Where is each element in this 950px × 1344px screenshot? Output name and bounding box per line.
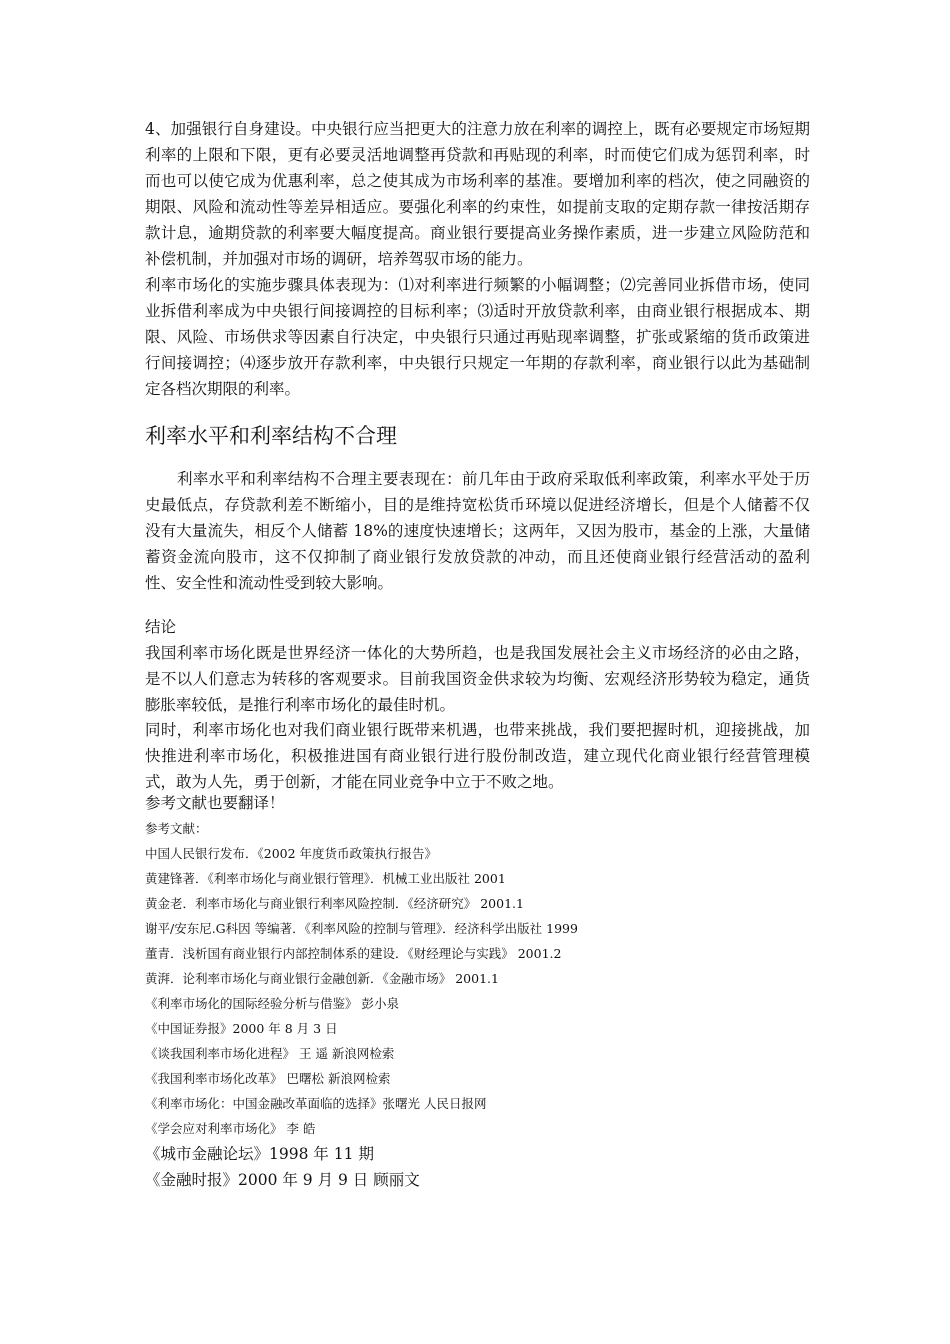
section-heading: 利率水平和利率结构不合理 (145, 424, 397, 448)
reference-item: 谢平/安东尼.G科因 等编著．《利率风险的控制与管理》．经济科学出版社 1999 (145, 921, 578, 936)
reference-item: 黄建锋著．《利率市场化与商业银行管理》．机械工业出版社 2001 (145, 871, 506, 886)
translate-note: 参考文献也要翻译！ (145, 794, 285, 812)
reference-item: 中国人民银行发布．《2002 年度货币政策执行报告》 (145, 846, 438, 861)
reference-item: 黄湃．论利率市场化与商业银行金融创新．《金融市场》 2001.1 (145, 971, 499, 986)
reference-item: 《利率市场化的国际经验分析与借鉴》 彭小泉 (145, 996, 399, 1011)
reference-item: 《我国利率市场化改革》 巴曙松 新浪网检索 (145, 1071, 391, 1086)
reference-item: 《中国证券报》2000 年 8 月 3 日 (145, 1021, 338, 1036)
paragraph-bank-construction: 4、加强银行自身建设。中央银行应当把更大的注意力放在利率的调控上，既有必要规定市场短期利率的上限和下限，更有必要灵活地调整再贷款和再贴现的利率，时而使它们成为惩罚利率，时而也可以使它成为优惠利率，总之使其成为市场利率的基准。要增加利率的档次，使之同融资的期限、风险和流动性等差异相适应。要强化利率的约束性，如提前支取的定期存款一律按活期存款计息，逾期贷款的利率要大幅度提高。商业银行要提高业务操作素质，进一步建立风险防范和补偿机制，并加强对市场的调研，培养驾驭市场的能力。 (145, 120, 810, 268)
reference-item: 黄金老．利率市场化与商业银行利率风险控制．《经济研究》 2001.1 (145, 896, 524, 911)
conclusion-label: 结论 (145, 618, 177, 636)
paragraph-interest-structure: 利率水平和利率结构不合理主要表现在：前几年由于政府采取低利率政策，利率水平处于历史最低点，存贷款利差不断缩小，目的是维持宽松货币环境以促进经济增长，但是个人储蓄不仅没有大量流失，相反个人储蓄 18%的速度快速增长；这两年，又因为股市，基金的上涨，大量储蓄资金流向股市，这不仅抑制了商业银行发放贷款的冲动，而且还使商业银行经营活动的盈利性、安全性和流动性受到较大影响。 (145, 470, 810, 592)
reference-item: 《城市金融论坛》1998 年 11 期 (145, 1145, 374, 1163)
reference-list (145, 816, 810, 1193)
reference-item: 董青．浅析国有商业银行内部控制体系的建设．《财经理论与实践》 2001.2 (145, 946, 562, 961)
reference-item: 《利率市场化：中国金融改革面临的选择》张曙光 人民日报网 (145, 1096, 487, 1111)
references-title: 参考文献： (145, 821, 208, 836)
paragraph-conclusion-1: 我国利率市场化既是世界经济一体化的大势所趋，也是我国发展社会主义市场经济的必由之路，是不以人们意志为转移的客观要求。目前我国资金供求较为均衡、宏观经济形势较为稳定，通货膨胀率较低，是推行利率市场化的最佳时机。 (145, 644, 810, 714)
paragraph-implementation-steps: 利率市场化的实施步骤具体表现为：⑴对利率进行频繁的小幅调整；⑵完善同业拆借市场，使同业拆借利率成为中央银行间接调控的目标利率；⑶适时开放贷款利率，由商业银行根据成本、期限、风险、市场供求等因素自行决定，中央银行只通过再贴现率调整，扩张或紧缩的货币政策进行间接调控；⑷逐步放开存款利率，中央银行只规定一年期的存款利率，商业银行以此为基础制定各档次期限的利率。 (145, 276, 810, 398)
reference-item: 《金融时报》2000 年 9 月 9 日 顾丽文 (145, 1171, 420, 1189)
reference-item: 《谈我国利率市场化进程》 王 遥 新浪网检索 (145, 1046, 395, 1061)
paragraph-conclusion-2: 同时，利率市场化也对我们商业银行既带来机遇，也带来挑战，我们要把握时机，迎接挑战，加快推进利率市场化，积极推进国有商业银行进行股份制改造，建立现代化商业银行经营管理模式，敢为人先，勇于创新，才能在同业竞争中立于不败之地。 (145, 721, 810, 791)
reference-item: 《学会应对利率市场化》 李 皓 (145, 1121, 316, 1136)
